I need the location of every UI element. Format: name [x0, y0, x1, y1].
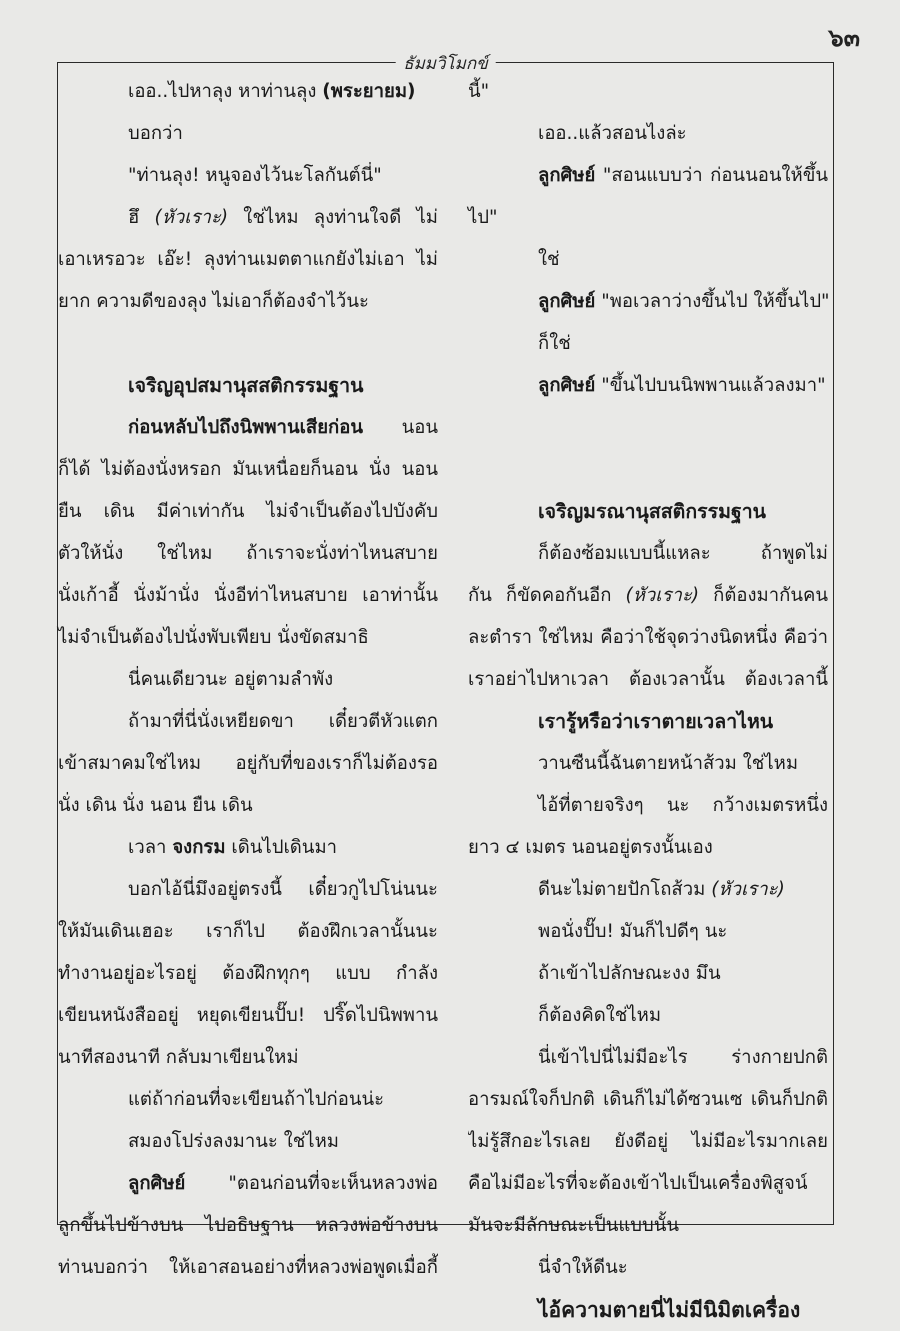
text-line: วานซืนนี้ฉันตายหน้าส้วม ใช่ไหม	[538, 753, 799, 774]
speaker-label: ลูกศิษย์	[538, 291, 596, 312]
running-header-title: ธัมมวิโมกข์	[395, 50, 496, 77]
text-line: ยืน เดิน มีค่าเท่ากัน ไม่จำเป็นต้องไปบังคับ	[58, 501, 438, 522]
text-span: เออ..ไปหาลุง หาท่านลุง	[128, 81, 323, 102]
text-line: มันจะมีลักษณะเป็นแบบนั้น	[468, 1215, 680, 1236]
text-line: นี่เข้าไปนี่ไม่มีอะไร ร่างกายปกติ	[538, 1047, 828, 1068]
speaker-label: ลูกศิษย์	[128, 1173, 186, 1194]
section-heading: เจริญอุปสมานุสสติกรรมฐาน	[128, 374, 364, 397]
text-line	[58, 407, 438, 449]
bold-span: ก่อนหลับไปถึงนิพพานเสียก่อน	[128, 417, 363, 438]
text-line: ก็ได้ ไม่ต้องนั่งหรอก มันเหนื่อยก็นอน นั่ง นอน	[58, 459, 438, 480]
text-line: นั่งเก้าอี้ นั่งม้านั่ง นั่งอีท่าไหนสบาย เอาท่านั้น	[58, 585, 438, 606]
closing-bold-line: ไอ้ความตายนี่ไม่มีนิมิตเครื่อง	[538, 1298, 801, 1322]
text-line: ไป"	[468, 207, 498, 228]
text-line: ให้มันเดินเฮอะ เราก็ไป ต้องฝึกเวลานั้นนะ	[58, 921, 438, 942]
text-line: นี้"	[468, 81, 490, 102]
bold-span: จงกรม	[172, 837, 226, 858]
text-frame	[57, 54, 834, 1322]
text-span: ใช่ไหม ลุงท่านใจดี ไม่	[228, 207, 438, 228]
text-line: ละตำรา ใช่ไหม คือว่าใช้จุดว่างนิดหนึ่ง คือว่า	[468, 627, 828, 648]
text-span: ก็ต้องมากันคน	[699, 585, 828, 606]
text-span: ดีนะไม่ตายปักโถส้วม	[538, 879, 712, 900]
subheading: เรารู้หรือว่าเราตายเวลาไหน	[538, 710, 774, 733]
text-line: ท่านบอกว่า ให้เอาสอนอย่างที่หลวงพ่อพูดเมื่อกี้	[58, 1257, 438, 1278]
text-line: ยาว ๔ เมตร นอนอยู่ตรงนั้นเอง	[468, 837, 713, 858]
text-line	[58, 1163, 438, 1205]
text-line: นี่คนเดียวนะ อยู่ตามลำพัง	[128, 669, 334, 690]
page-number: ๖๓	[828, 23, 860, 52]
text-line	[468, 869, 828, 911]
text-line	[468, 365, 828, 407]
text-line: สมองโปร่งลงมานะ ใช่ไหม	[128, 1131, 339, 1152]
text-line: เออ..แล้วสอนไงล่ะ	[538, 123, 687, 144]
text-line: ยาก ความดีของลุง ไม่เอาก็ต้องจำไว้นะ	[58, 291, 369, 312]
text-line: นาทีสองนาที กลับมาเขียนใหม่	[58, 1047, 299, 1068]
text-line: เข้าสมาคมใช่ไหม อยู่กับที่ของเราก็ไม่ต้องรอ	[58, 753, 438, 774]
text-span: "ขึ้นไปบนนิพพานแล้วลงมา"	[595, 375, 826, 396]
bold-span: (พระยายม)	[322, 81, 416, 102]
text-span: "ตอนก่อนที่จะเห็นหลวงพ่อ	[185, 1173, 438, 1194]
text-line: เอาเหรอวะ เอ๊ะ! ลุงท่านเมตตาแกยังไม่เอา ไม่	[58, 249, 438, 270]
text-line: บอกว่า	[128, 123, 183, 144]
italic-span: (หัวเราะ)	[154, 207, 229, 228]
text-span: กัน ก็ขัดคอกันอีก	[468, 585, 626, 606]
text-line: ก็ใช่	[538, 333, 571, 354]
text-span: "สอนแบบว่า ก่อนนอนให้ขึ้น	[595, 165, 828, 186]
text-line: ใช่	[538, 249, 560, 270]
text-line: ไม่จำเป็นต้องไปนั่งพับเพียบ นั่งขัดสมาธิ	[58, 627, 369, 648]
paragraph-gap	[468, 449, 828, 491]
text-line: แต่ถ้าก่อนที่จะเขียนถ้าไปก่อนน่ะ	[128, 1089, 385, 1110]
text-line	[58, 197, 438, 239]
paragraph-gap	[468, 407, 828, 449]
italic-span: (หัวเราะ)	[625, 585, 700, 606]
text-line: "ท่านลุง! หนูจองไว้นะโลกันต์นี่"	[128, 165, 382, 186]
text-span: "พอเวลาว่างขึ้นไป ให้ขึ้นไป"	[595, 291, 830, 312]
text-line	[468, 575, 828, 617]
text-line: ทำงานอยู่อะไรอยู่ ต้องฝึกทุกๆ แบบ กำลัง	[58, 963, 438, 984]
speaker-label: ลูกศิษย์	[538, 165, 596, 186]
text-line: พอนั่งปั๊บ! มันก็ไปดีๆ นะ	[538, 921, 728, 942]
text-span: เดินไปเดินมา	[225, 837, 338, 858]
text-line: นั่ง เดิน นั่ง นอน ยืน เดิน	[58, 795, 253, 816]
italic-span: (หัวเราะ)	[711, 879, 785, 900]
paragraph-gap	[58, 323, 438, 365]
text-line: ก็ต้องคิดใช่ไหม	[538, 1005, 662, 1026]
text-line	[58, 71, 438, 113]
text-line	[468, 155, 828, 197]
section-heading: เจริญมรณานุสสติกรรมฐาน	[538, 500, 766, 523]
text-line: ถ้าเข้าไปลักษณะงง มึน	[538, 963, 721, 984]
text-line: เขียนหนังสืออยู่ หยุดเขียนปั๊บ! ปริ๊ดไปนิพพาน	[58, 1005, 438, 1026]
text-line: ลูกขึ้นไปข้างบน ไปอธิษฐาน หลวงพ่อข้างบน	[58, 1215, 438, 1236]
text-line: เราอย่าไปหาเวลา ต้องเวลานั้น ต้องเวลานี้	[468, 669, 828, 690]
text-line: นี่จำให้ดีนะ	[538, 1257, 628, 1278]
text-span: ฮึ	[128, 207, 155, 228]
text-line: ไม่รู้สึกอะไรเลย ยังดีอยู่ ไม่มีอะไรมากเลย	[468, 1131, 828, 1152]
text-line: ไอ้ที่ตายจริงๆ นะ กว้างเมตรหนึ่ง	[538, 795, 828, 816]
left-column	[58, 71, 438, 1289]
text-line: ถ้ามาที่นี่นั่งเหยียดขา เดี๋ยวตีหัวแตก	[128, 711, 438, 732]
text-line: ตัวให้นั่ง ใช่ไหม ถ้าเราจะนั่งท่าไหนสบาย	[58, 543, 438, 564]
text-line: ก็ต้องซ้อมแบบนี้แหละ ถ้าพูดไม่	[538, 543, 828, 564]
text-line	[468, 281, 828, 323]
right-column	[468, 71, 828, 1331]
text-line: อารมณ์ใจก็ปกติ เดินก็ไม่ได้ซวนเซ เดินก็ปกติ	[468, 1089, 828, 1110]
text-line: คือไม่มีอะไรที่จะต้องเข้าไปเป็นเครื่องพิสูจน์	[468, 1173, 808, 1194]
speaker-label: ลูกศิษย์	[538, 375, 596, 396]
text-span: เวลา	[128, 837, 173, 858]
text-line	[58, 827, 438, 869]
text-line: บอกไอ้นี่มึงอยู่ตรงนี้ เดี๋ยวกูไปโน่นนะ	[128, 879, 438, 900]
text-span: นอน	[363, 417, 438, 438]
